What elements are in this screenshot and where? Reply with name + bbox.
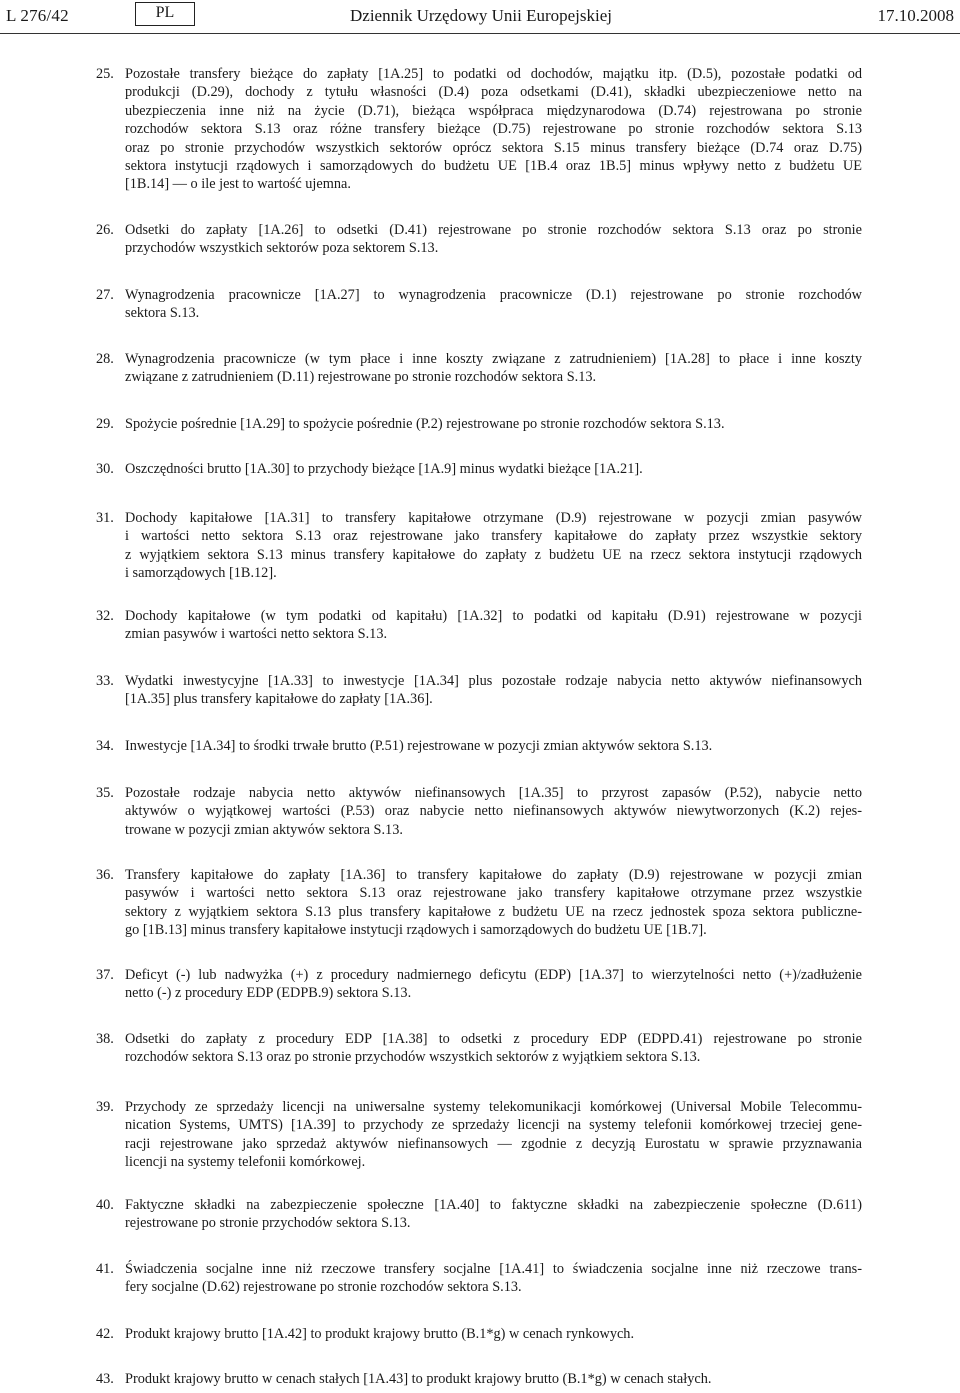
text-line: Wynagrodzenia pracownicze [1A.27] to wynagrodzenia pracownicze (D.1) rejestrowane po stronie rozchodów [125,287,862,303]
item-text [125,607,862,644]
text-line: rozchodów sektora S.13 oraz po stronie przychodów wszystkich sektorów z wyjątkiem sektora S.13. [125,1049,701,1066]
text-line: Spożycie pośrednie [1A.29] to spożycie pośrednie (P.2) rejestrowane po stronie rozchodów sektora S.13. [125,416,725,432]
header-divider [0,33,960,34]
text-line: przychodów wszystkich sektorów poza sektorem S.13. [125,240,439,257]
item-text [125,65,862,194]
item-text [125,1260,862,1297]
text-line: nication Systems, UMTS) [1A.39] to przychody ze sprzedaży licencji na systemy telefonii komórkowej trzeciej gene- [125,1117,862,1134]
item-number: 42. [96,1326,114,1342]
item-text [125,1196,862,1233]
text-line: Transfery kapitałowe do zapłaty [1A.36] to transfery kapitałowe do zapłaty (D.9) rejestrowane w pozycji zmian [125,867,862,883]
text-line: Deficyt (-) lub nadwyżka (+) z procedury nadmiernego deficytu (EDP) [1A.37] to wierzytelności netto (+)/zadłużenie [125,967,862,983]
item-number: 36. [96,867,114,883]
text-line: Wynagrodzenia pracownicze (w tym płace i inne koszty związane z zatrudnieniem) [1A.28] to płace i inne koszty [125,351,862,367]
item-number: 34. [96,738,114,754]
text-line: i wartości netto sektora S.13 oraz rejestrowane jako transfery kapitałowe do zapłaty przez wszystkie sektory [125,528,862,545]
item-number: 33. [96,673,114,689]
item-text [125,672,862,709]
text-line: Oszczędności brutto [1A.30] to przychody bieżące [1A.9] minus wydatki bieżące [1A.21]. [125,461,643,477]
item-text [125,286,862,323]
item-number: 30. [96,461,114,477]
text-line: Inwestycje [1A.34] to środki trwałe brutto (P.51) rejestrowane w pozycji zmian aktywów sektora S.13. [125,738,713,754]
item-number: 31. [96,510,114,526]
text-line: z wyjątkiem sektora S.13 minus transfery kapitałowe do zapłaty z budżetu UE na rzecz sektora instytucji rządowych [125,546,862,563]
item-number: 39. [96,1099,114,1115]
page-header [0,0,960,34]
item-text [125,509,862,583]
item-number: 43. [96,1371,114,1387]
item-text [125,415,862,433]
text-line: fery socjalne (D.62) rejestrowane po stronie rozchodów sektora S.13. [125,1279,522,1296]
text-line: netto (-) z procedury EDP (EDPB.9) sektora S.13. [125,985,412,1002]
journal-title: Dziennik Urzędowy Unii Europejskiej [350,6,613,25]
text-line: sektora S.13. [125,305,200,322]
text-line: rejestrowane po stronie przychodów sektora S.13. [125,1215,411,1232]
text-line: pasywów i wartości netto sektora S.13 oraz rejestrowane jako transfery kapitałowe otrzymane przez wszystkie [125,885,862,902]
text-line: zmian pasywów i wartości netto sektora S.13. [125,626,388,643]
text-line: [1B.14] — o ile jest to wartość ujemna. [125,176,351,193]
item-number: 37. [96,967,114,983]
item-number: 32. [96,608,114,624]
item-text [125,460,862,478]
item-text [125,866,862,940]
text-line: produkcji (D.29), dochody z tytułu własności (D.4) poza odsetkami (D.41), składki ubezpieczeniowe netto na [125,84,862,101]
text-line: aktywów o wyjątkowej wartości (P.53) oraz nabycie netto niefinansowych aktywów niewytworzonych (K.2) rejes- [125,803,862,820]
text-line: ubezpieczenia inne niż na życie (D.71), bieżąca współpraca międzynarodowa (D.74) rejestrowana po stronie [125,102,862,119]
item-number: 28. [96,351,114,367]
text-line: licencji na systemy telefonii komórkowej. [125,1154,366,1171]
text-line: Odsetki do zapłaty z procedury EDP [1A.38] to odsetki z procedury EDP (EDPD.41) rejestrowane po stronie [125,1031,862,1047]
item-text [125,1030,862,1067]
item-number: 41. [96,1261,114,1277]
language-badge: PL [135,2,195,26]
text-line: trowane w pozycji zmian aktywów sektora S.13. [125,821,403,838]
item-text [125,1325,862,1343]
text-line: Świadczenia socjalne inne niż rzeczowe transfery socjalne [1A.41] to świadczenia socjalne inne niż rzeczowe trans- [125,1261,862,1277]
text-line: go [1B.13] minus transfery kapitałowe instytucji rządowych i samorządowych do budżetu UE [1B.7]. [125,922,707,939]
item-text [125,966,862,1003]
item-number: 29. [96,416,114,432]
text-line: Odsetki do zapłaty [1A.26] to odsetki (D.41) rejestrowane po stronie rozchodów sektora S.13 oraz po stronie [125,222,862,238]
text-line: Dochody kapitałowe (w tym podatki od kapitału) [1A.32] to podatki od kapitału (D.91) rejestrowane w pozycji [125,608,862,624]
item-text [125,784,862,839]
page-reference: L 276/42 [6,6,69,25]
text-line: oraz po stronie przychodów wszystkich sektorów oprócz sektora S.15 minus transfery bieżące (D.74 oraz D.75) [125,139,862,156]
text-line: Przychody ze sprzedaży licencji na uniwersalne systemy telekomunikacji komórkowej (Universal Mobile Telecommu- [125,1099,862,1115]
text-line: [1A.35] plus transfery kapitałowe do zapłaty [1A.36]. [125,691,433,708]
text-line: Pozostałe transfery bieżące do zapłaty [1A.25] to podatki od dochodów, majątku itp. (D.5), pozostałe podatki od [125,66,862,82]
text-line: rozchodów sektora S.13 oraz różne transfery bieżące (D.75) rejestrowane po stronie rozchodów sektora S.13 [125,121,862,138]
text-line: sektora instytucji rządowych i samorządowych do budżetu UE [1B.4 oraz 1B.5] minus wpływy netto z budżetu UE [125,158,862,175]
text-line: Pozostałe rodzaje nabycia netto aktywów niefinansowych [1A.35] to przyrost zapasów (P.52), nabycie netto [125,785,862,801]
item-number: 35. [96,785,114,801]
item-text [125,737,862,755]
text-line: Produkt krajowy brutto [1A.42] to produkt krajowy brutto (B.1*g) w cenach rynkowych. [125,1326,635,1342]
item-number: 25. [96,66,114,82]
text-line: sektory z wyjątkiem sektora S.13 plus transfery kapitałowe z budżetu UE na rzecz jednostek spoza sektora publiczne- [125,903,862,920]
item-text [125,350,862,387]
publication-date: 17.10.2008 [877,6,954,25]
text-line: związane z zatrudnieniem (D.11) rejestrowane po stronie rozchodów sektora S.13. [125,369,597,386]
item-number: 27. [96,287,114,303]
text-line: i samorządowych [1B.12]. [125,565,277,582]
item-number: 38. [96,1031,114,1047]
item-text [125,221,862,258]
text-line: Faktyczne składki na zabezpieczenie społeczne [1A.40] to faktyczne składki na zabezpieczenie społeczne (D.611) [125,1197,862,1213]
item-number: 26. [96,222,114,238]
item-number: 40. [96,1197,114,1213]
text-line: Wydatki inwestycyjne [1A.33] to inwestycje [1A.34] plus pozostałe rodzaje nabycia netto aktywów niefinansowych [125,673,862,689]
item-text [125,1098,862,1172]
text-line: racji rejestrowane jako sprzedaż aktywów niefinansowych — zgodnie z decyzją Eurostatu w sprawie przyznawania [125,1135,862,1152]
item-text [125,1370,862,1388]
text-line: Produkt krajowy brutto w cenach stałych [1A.43] to produkt krajowy brutto (B.1*g) w cenach stałych. [125,1371,712,1387]
text-line: Dochody kapitałowe [1A.31] to transfery kapitałowe otrzymane (D.9) rejestrowane w pozycji zmian pasywów [125,510,862,526]
